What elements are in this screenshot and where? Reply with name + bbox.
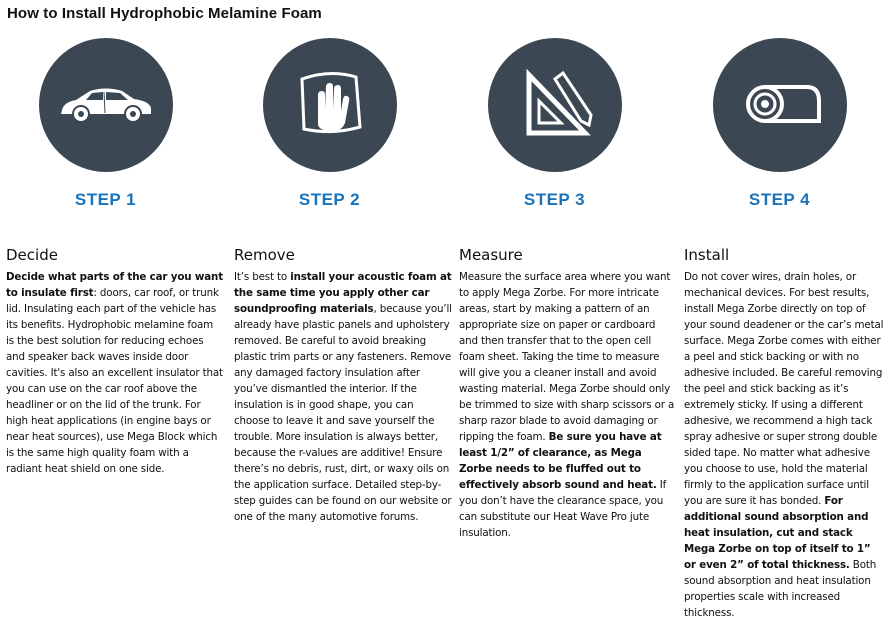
step-label: STEP 1 xyxy=(74,190,137,209)
step-2 xyxy=(217,38,442,210)
step-1-section xyxy=(6,246,224,477)
section-body xyxy=(6,269,224,477)
foam-roll-icon xyxy=(713,38,847,172)
body-text: Measure the surface area where you want to apply Mega Zorbe. For more intricate areas, start by making a pattern of an appropriate size on paper or cardboard and then transfer that to the open cell foam sheet. Taking the time to measure will give you a cleaner install and avoid wasting material. Mega Zorbe should only be trimmed to size with sharp scissors or a sharp razor blade to avoid damaging or ripping the foam. xyxy=(459,271,675,443)
step-2-section xyxy=(234,246,452,525)
section-body xyxy=(459,269,677,541)
body-text: It’s best to xyxy=(234,271,291,283)
body-text: , because you’ll already have plastic panels and upholstery removed. Be careful to avoid breaking plastic trim parts or any fasteners. Remove any damaged factory insulation after you’ve dismantled the interior. If the insulation is in good shape, you can choose to leave it and save yourself the trouble. More insulation is always better, because the r-values are additive! Ensure there’s no debris, rust, dirt, or waxy oils on the application surface. Detailed step-by-step guides can be found on our website or one of the many automotive forums. xyxy=(234,303,452,523)
car-icon xyxy=(39,38,173,172)
section-body xyxy=(684,269,884,621)
section-heading: Decide xyxy=(6,246,58,264)
ruler-pencil-icon xyxy=(488,38,622,172)
body-text: If you don’t have the clearance space, you can substitute our Heat Wave Pro jute insulation. xyxy=(459,479,667,539)
step-4 xyxy=(667,38,891,210)
section-heading: Remove xyxy=(234,246,295,264)
step-4-section xyxy=(684,246,884,621)
step-label: STEP 2 xyxy=(298,190,361,209)
section-body xyxy=(234,269,452,525)
hand-wipe-icon xyxy=(263,38,397,172)
step-3 xyxy=(442,38,667,210)
step-3-section xyxy=(459,246,677,541)
body-text: : doors, car roof, or trunk lid. Insulating each part of the vehicle has its benefits. Hydrophobic melamine foam is the best solution for reducing echoes and speaker back waves inside door cavities. It's also an excellent insulator that you can use on the car roof above the headliner or on the lid of the trunk. For high heat applications (in engine bays or near heat sources), use Mega Block which is the same high quality foam with a radiant heat shield on one side. xyxy=(6,287,223,475)
body-bold: Decide what parts of the car you want to insulate first xyxy=(6,271,223,299)
body-text: Do not cover wires, drain holes, or mechanical devices. For best results, install Mega Zorbe directly on top of your sound deadener or the car’s metal surface. Mega Zorbe comes with either a peel and stick backing or with no adhesive included. Be careful removing the peel and stick backing as it’s extremely sticky. If using a different adhesive, we recommend a high tack spray adhesive or super strong double sided tape. No matter what adhesive you choose to use, hold the material firmly to the application surface until you are sure it has bonded. xyxy=(684,271,884,507)
section-heading: Install xyxy=(684,246,730,264)
body-text: Both sound absorption and heat insulation properties scale with increased thickness. xyxy=(684,559,877,619)
page-title: How to Install Hydrophobic Melamine Foam xyxy=(7,5,322,22)
body-bold: For additional sound absorption and heat insulation, cut and stack Mega Zorbe on top of itself to 1” or even 2” of total thickness. xyxy=(684,495,871,571)
step-1 xyxy=(0,38,218,210)
body-bold: Be sure you have at least 1/2” of clearance, as Mega Zorbe needs to be fluffed out to effectively absorb sound and heat. xyxy=(459,431,662,491)
body-bold: install your acoustic foam at the same time you apply other car soundproofing materials xyxy=(234,271,452,315)
step-label: STEP 4 xyxy=(748,190,811,209)
section-heading: Measure xyxy=(459,246,523,264)
step-label: STEP 3 xyxy=(523,190,586,209)
